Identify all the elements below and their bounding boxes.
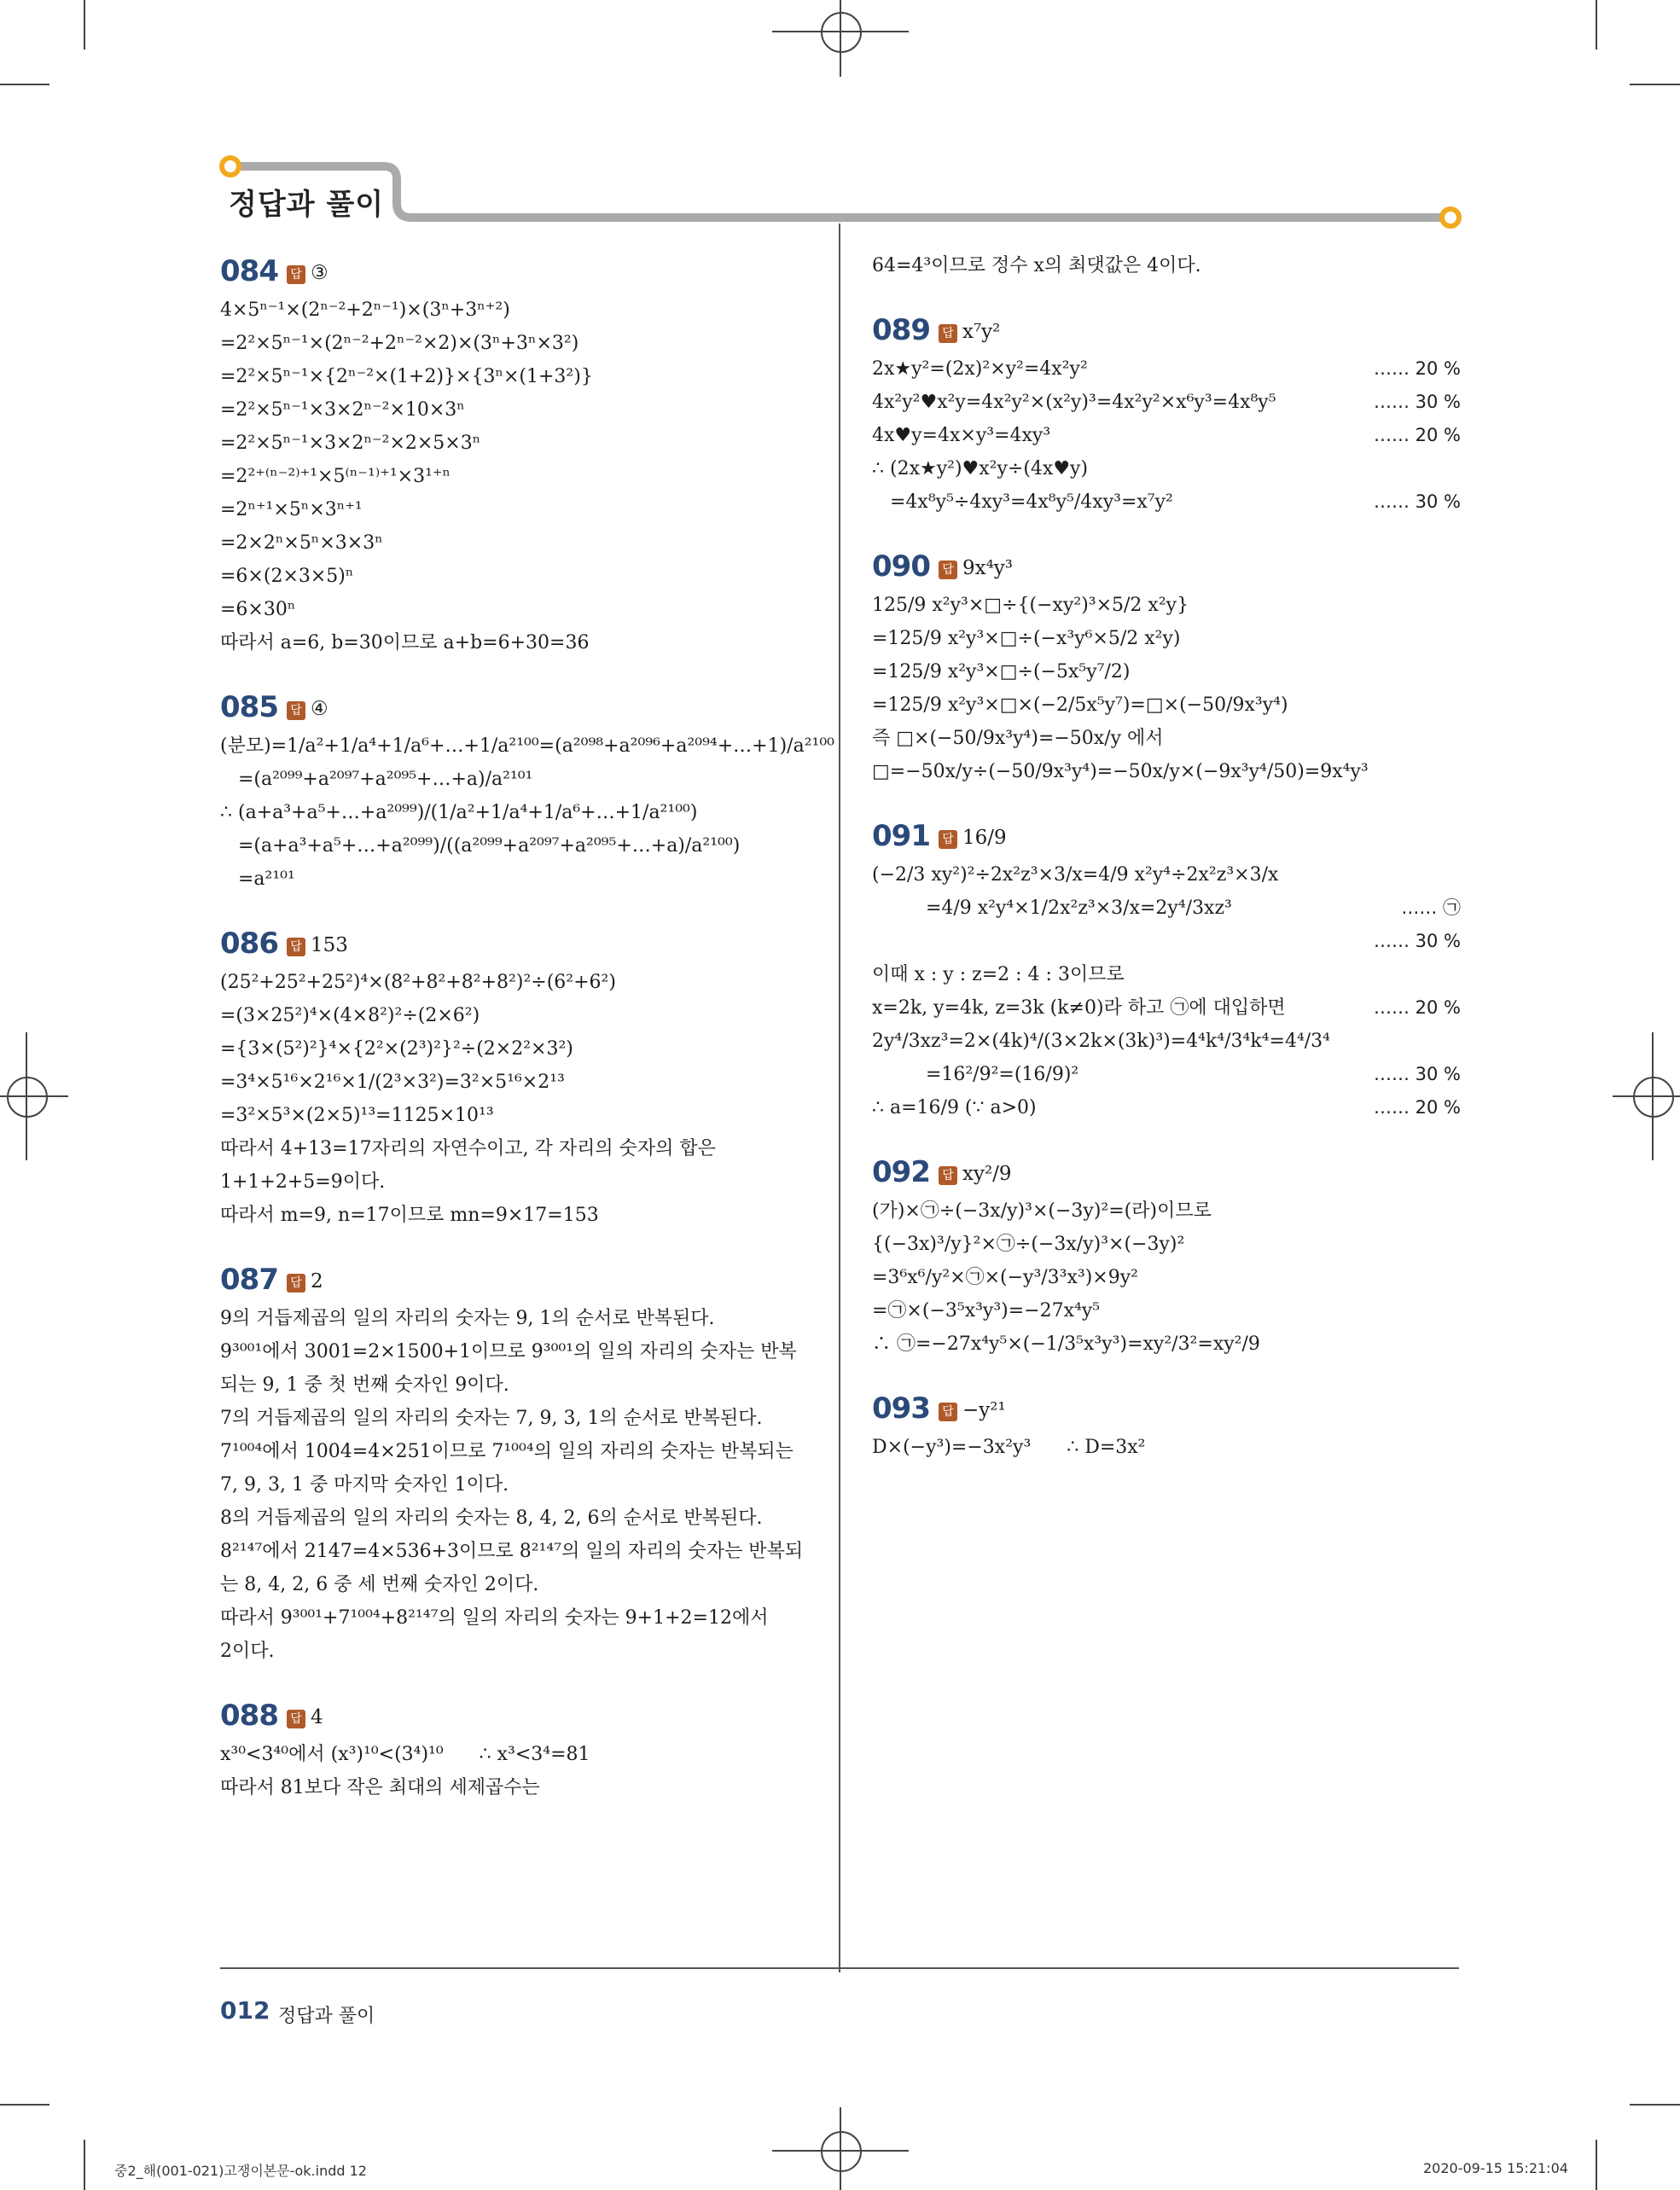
solution-text: x=2k, y=4k, z=3k (k≠0)라 하고 ㉠에 대입하면 xyxy=(872,997,1286,1019)
footer-label: 정답과 풀이 xyxy=(278,2006,375,2027)
crop-mark xyxy=(84,0,85,49)
solution-line xyxy=(872,419,1461,452)
solution-text: 4x♥y=4x×y³=4xy³ xyxy=(872,425,1051,446)
registration-mark xyxy=(840,0,841,77)
problem-number: 090 xyxy=(872,549,930,584)
score-percent: …… 20 % xyxy=(1373,997,1461,1018)
solution-line: 따라서 4+13=17자리의 자연수이고, 각 자리의 숫자의 합은 xyxy=(220,1138,716,1159)
problem-header xyxy=(872,814,1461,858)
solution-line: =(a²⁰⁹⁹+a²⁰⁹⁷+a²⁰⁹⁵+…+a)/a²¹⁰¹ xyxy=(220,769,533,790)
solution-line: 7의 거듭제곱의 일의 자리의 숫자는 7, 9, 3, 1의 순서로 반복된다. xyxy=(220,1408,763,1429)
solution-line: 되는 9, 1 중 첫 번째 숫자인 9이다. xyxy=(220,1374,509,1396)
solution-text: =125/9 x²y³×□×(−2/5x⁵y⁷)=□×(−50/9x³y⁴) xyxy=(872,694,1288,716)
problem-block xyxy=(872,814,1461,1124)
problem-number: 092 xyxy=(872,1155,930,1189)
solution-line: =3⁴×5¹⁶×2¹⁶×1/(2³×3²)=3²×5¹⁶×2¹³ xyxy=(220,1072,565,1093)
solution-line: =2²×5ⁿ⁻¹×3×2ⁿ⁻²×10×3ⁿ xyxy=(220,399,465,421)
solution-line xyxy=(872,858,1461,892)
score-percent: …… 30 % xyxy=(1373,491,1461,512)
crop-mark xyxy=(0,84,49,85)
solution-line: ∴ (a+a³+a⁵+…+a²⁰⁹⁹)/(1/a²+1/a⁴+1/a⁶+…+1/a²¹⁰⁰) xyxy=(220,802,698,823)
solution-line: =2ⁿ⁺¹×5ⁿ×3ⁿ⁺¹ xyxy=(220,499,363,520)
solution-line xyxy=(872,589,1461,622)
page-number: 012 xyxy=(220,1996,270,2024)
solution-line: (분모)=1/a²+1/a⁴+1/a⁶+…+1/a²¹⁰⁰=(a²⁰⁹⁸+a²⁰⁹⁶+a²⁰⁹⁴+…+1)/a²¹⁰⁰ xyxy=(220,735,834,757)
solution-line: =6×30ⁿ xyxy=(220,599,296,620)
solution-line xyxy=(872,1431,1461,1464)
solution-text: =4x⁸y⁵÷4xy³=4x⁸y⁵/4xy³=x⁷y² xyxy=(872,491,1173,513)
answer-badge-icon: 답 xyxy=(939,830,957,849)
problem-block xyxy=(872,1150,1461,1361)
problem-answer: xy²/9 xyxy=(962,1163,1012,1185)
answer-badge-icon: 답 xyxy=(287,701,305,720)
answer-badge-icon: 답 xyxy=(287,1274,305,1293)
solution-line: 7, 9, 3, 1 중 마지막 숫자인 1이다. xyxy=(220,1474,509,1496)
problem-block xyxy=(872,249,1461,282)
answer-badge-icon: 답 xyxy=(939,561,957,579)
solution-line xyxy=(872,352,1461,386)
solution-text: □=−50x/y÷(−50/9x³y⁴)=−50x/y×(−9x³y⁴/50)=9x⁴y³ xyxy=(872,761,1369,782)
answer-badge-icon: 답 xyxy=(287,1710,305,1728)
solution-line: =(3×25²)⁴×(4×8²)²÷(2×6²) xyxy=(220,1005,480,1026)
answer-badge-icon: 답 xyxy=(287,265,305,284)
problem-header xyxy=(220,249,826,293)
problem-block xyxy=(220,1258,826,1668)
column-divider xyxy=(839,224,840,1972)
registration-mark xyxy=(1613,1095,1680,1097)
registration-mark xyxy=(1633,1077,1674,1118)
solution-line xyxy=(872,688,1461,722)
score-percent: …… 20 % xyxy=(1373,358,1461,379)
solution-text: 2x★y²=(2x)²×y²=4x²y² xyxy=(872,358,1088,380)
problem-block xyxy=(872,544,1461,788)
solution-text: =3⁶x⁶/y²×㉠×(−y³/3³x³)×9y² xyxy=(872,1267,1138,1288)
crop-mark xyxy=(1596,0,1597,49)
solution-text: 이때 x : y : z=2 : 4 : 3이므로 xyxy=(872,964,1125,985)
solution-text: (가)×㉠÷(−3x/y)³×(−3y)²=(라)이므로 xyxy=(872,1200,1212,1222)
problem-header xyxy=(872,308,1461,352)
score-percent: …… 30 % xyxy=(1373,1064,1461,1084)
problem-number: 085 xyxy=(220,690,278,724)
score-percent: …… 30 % xyxy=(1373,931,1461,951)
problem-answer: −y²¹ xyxy=(962,1399,1006,1421)
problem-answer: x⁷y² xyxy=(962,321,1001,343)
problem-header xyxy=(872,1150,1461,1194)
solution-line xyxy=(872,1194,1461,1228)
solution-line: =(a+a³+a⁵+…+a²⁰⁹⁹)/((a²⁰⁹⁹+a²⁰⁹⁷+a²⁰⁹⁵+…+a)/a²¹⁰⁰) xyxy=(220,835,741,857)
solution-line xyxy=(872,1091,1461,1124)
solution-line: 1+1+2+5=9이다. xyxy=(220,1171,386,1193)
answer-badge-icon: 답 xyxy=(939,324,957,343)
right-column xyxy=(872,249,1461,1490)
solution-line xyxy=(872,622,1461,655)
solution-line xyxy=(872,1261,1461,1294)
solution-line: =2²×5ⁿ⁻¹×3×2ⁿ⁻²×2×5×3ⁿ xyxy=(220,433,481,454)
solution-line xyxy=(872,1228,1461,1261)
problem-answer: ④ xyxy=(310,698,328,720)
problem-number: 093 xyxy=(872,1391,930,1426)
problem-block xyxy=(872,1386,1461,1464)
solution-line: 8²¹⁴⁷에서 2147=4×536+3이므로 8²¹⁴⁷의 일의 자리의 숫자는 반복되 xyxy=(220,1541,804,1562)
solution-line xyxy=(872,722,1461,755)
crop-mark xyxy=(1630,84,1680,85)
solution-line xyxy=(872,452,1461,485)
solution-line xyxy=(872,1294,1461,1327)
crop-mark xyxy=(84,2140,85,2190)
solution-text: ∴ a=16/9 (∵ a>0) xyxy=(872,1097,1037,1118)
solution-line: x³⁰<3⁴⁰에서 (x³)¹⁰<(3⁴)¹⁰ ∴ x³<3⁴=81 xyxy=(220,1744,590,1765)
problem-header xyxy=(872,544,1461,589)
solution-line: =a²¹⁰¹ xyxy=(220,868,295,890)
solution-line: 따라서 9³⁰⁰¹+7¹⁰⁰⁴+8²¹⁴⁷의 일의 자리의 숫자는 9+1+2=12에서 xyxy=(220,1607,769,1629)
solution-text: 즉 □×(−50/9x³y⁴)=−50x/y 에서 xyxy=(872,728,1164,749)
solution-line: ={3×(5²)²}⁴×{2²×(2³)²}²÷(2×2²×3²) xyxy=(220,1038,573,1060)
print-datetime: 2020-09-15 15:21:04 xyxy=(1423,2160,1568,2176)
solution-text: 125/9 x²y³×□÷{(−xy²)³×5/2 x²y} xyxy=(872,595,1189,616)
solution-text: (−2/3 xy²)²÷2x²z³×3/x=4/9 x²y⁴÷2x²z³×3/x xyxy=(872,864,1279,886)
score-percent: …… ㉠ xyxy=(1401,897,1461,918)
solution-line: =2²×5ⁿ⁻¹×(2ⁿ⁻²+2ⁿ⁻²×2)×(3ⁿ+3ⁿ×3²) xyxy=(220,333,579,354)
solution-text: =125/9 x²y³×□÷(−x³y⁶×5/2 x²y) xyxy=(872,628,1181,649)
problem-answer: 2 xyxy=(310,1270,323,1293)
solution-line: 따라서 81보다 작은 최대의 세제곱수는 xyxy=(220,1777,540,1798)
answer-badge-icon: 답 xyxy=(939,1166,957,1185)
score-percent: …… 20 % xyxy=(1373,1097,1461,1118)
registration-mark xyxy=(7,1077,48,1118)
solution-line: 8의 거듭제곱의 일의 자리의 숫자는 8, 4, 2, 6의 순서로 반복된다. xyxy=(220,1507,763,1529)
solution-line xyxy=(872,485,1461,519)
problem-header xyxy=(220,1258,826,1302)
solution-line: =6×(2×3×5)ⁿ xyxy=(220,566,354,587)
solution-line xyxy=(872,1327,1461,1361)
solution-line: (25²+25²+25²)⁴×(8²+8²+8²+8²)²÷(6²+6²) xyxy=(220,972,616,993)
solution-text: ∴ (2x★y²)♥x²y÷(4x♥y) xyxy=(872,458,1089,479)
registration-mark xyxy=(26,1032,27,1160)
solution-line: =2×2ⁿ×5ⁿ×3×3ⁿ xyxy=(220,532,383,554)
solution-line: =3²×5³×(2×5)¹³=1125×10¹³ xyxy=(220,1105,494,1126)
problem-answer: 4 xyxy=(310,1706,323,1728)
problem-number: 091 xyxy=(872,819,930,853)
solution-line xyxy=(872,249,1461,282)
problem-number: 088 xyxy=(220,1699,278,1733)
solution-line xyxy=(872,1025,1461,1058)
page-header-title: 정답과 풀이 xyxy=(229,188,385,222)
problem-answer: 9x⁴y³ xyxy=(962,557,1014,579)
solution-line xyxy=(872,892,1461,925)
problem-answer: ③ xyxy=(310,262,328,284)
score-percent: …… 20 % xyxy=(1373,425,1461,445)
solution-line xyxy=(872,386,1461,419)
score-percent: …… 30 % xyxy=(1373,392,1461,412)
crop-mark xyxy=(1596,2140,1597,2190)
solution-line xyxy=(872,1058,1461,1091)
solution-line: =2²⁺⁽ⁿ⁻²⁾⁺¹×5⁽ⁿ⁻¹⁾⁺¹×3¹⁺ⁿ xyxy=(220,466,451,487)
problem-header xyxy=(220,921,826,966)
solution-line: 9³⁰⁰¹에서 3001=2×1500+1이므로 9³⁰⁰¹의 일의 자리의 숫자는 반복 xyxy=(220,1341,797,1362)
problem-block xyxy=(220,1693,826,1804)
answer-badge-icon: 답 xyxy=(939,1403,957,1421)
registration-mark xyxy=(821,12,862,53)
problem-answer: 153 xyxy=(310,934,348,956)
solution-text: =㉠×(−3⁵x³y³)=−27x⁴y⁵ xyxy=(872,1300,1101,1322)
registration-mark xyxy=(821,2131,862,2172)
print-file-info: 중2_해(001-021)고쟁이본문-ok.indd 12 xyxy=(114,2163,367,2179)
header-decoration xyxy=(213,145,1468,230)
solution-line: 4×5ⁿ⁻¹×(2ⁿ⁻²+2ⁿ⁻¹)×(3ⁿ+3ⁿ⁺²) xyxy=(220,299,510,321)
registration-mark xyxy=(1652,1032,1654,1160)
problem-block xyxy=(872,308,1461,519)
problem-header xyxy=(220,1693,826,1738)
solution-line xyxy=(872,991,1461,1025)
solution-text: 4x²y²♥x²y=4x²y²×(x²y)³=4x²y²×x⁶y³=4x⁸y⁵ xyxy=(872,392,1276,413)
solution-line xyxy=(872,755,1461,788)
problem-answer: 16/9 xyxy=(962,827,1007,849)
solution-text: 64=4³이므로 정수 x의 최댓값은 4이다. xyxy=(872,255,1201,276)
problem-number: 089 xyxy=(872,313,930,347)
crop-mark xyxy=(1630,2104,1680,2106)
solution-line: 는 8, 4, 2, 6 중 세 번째 숫자인 2이다. xyxy=(220,1574,539,1595)
problem-number: 087 xyxy=(220,1263,278,1297)
solution-line: 따라서 a=6, b=30이므로 a+b=6+30=36 xyxy=(220,632,590,654)
registration-mark xyxy=(840,2107,841,2190)
solution-line: 9의 거듭제곱의 일의 자리의 숫자는 9, 1의 순서로 반복된다. xyxy=(220,1308,715,1329)
problem-block xyxy=(220,249,826,659)
solution-line xyxy=(872,655,1461,688)
solution-text: {(−3x)³/y}²×㉠÷(−3x/y)³×(−3y)² xyxy=(872,1234,1185,1255)
solution-line: 따라서 m=9, n=17이므로 mn=9×17=153 xyxy=(220,1205,599,1226)
problem-number: 086 xyxy=(220,927,278,961)
solution-text: ∴ ㉠=−27x⁴y⁵×(−1/3⁵x³y³)=xy²/3²=xy²/9 xyxy=(872,1333,1260,1355)
problem-block xyxy=(220,685,834,896)
problem-header xyxy=(872,1386,1461,1431)
solution-text: =125/9 x²y³×□÷(−5x⁵y⁷/2) xyxy=(872,661,1131,683)
solution-line: 2이다. xyxy=(220,1641,275,1662)
problem-block xyxy=(220,921,826,1232)
solution-line: =2²×5ⁿ⁻¹×{2ⁿ⁻²×(1+2)}×{3ⁿ×(1+3²)} xyxy=(220,366,593,387)
solution-text: 2y⁴/3xz³=2×(4k)⁴/(3×2k×(3k)³)=4⁴k⁴/3⁴k⁴=4⁴/3⁴ xyxy=(872,1031,1330,1052)
problem-header xyxy=(220,685,826,729)
solution-text: =4/9 x²y⁴×1/2x²z³×3/x=2y⁴/3xz³ xyxy=(872,897,1232,919)
solution-text: =16²/9²=(16/9)² xyxy=(872,1064,1079,1085)
solution-line xyxy=(872,925,1461,958)
problem-number: 084 xyxy=(220,254,278,288)
answer-badge-icon: 답 xyxy=(287,938,305,956)
solution-line: 7¹⁰⁰⁴에서 1004=4×251이므로 7¹⁰⁰⁴의 일의 자리의 숫자는 반복되는 xyxy=(220,1441,793,1462)
solution-line xyxy=(872,958,1461,991)
solution-text: D×(−y³)=−3x²y³ ∴ D=3x² xyxy=(872,1437,1146,1458)
registration-mark xyxy=(0,1095,68,1097)
crop-mark xyxy=(0,2104,49,2106)
left-column xyxy=(220,249,834,1830)
footer-rule xyxy=(220,1967,1459,1969)
